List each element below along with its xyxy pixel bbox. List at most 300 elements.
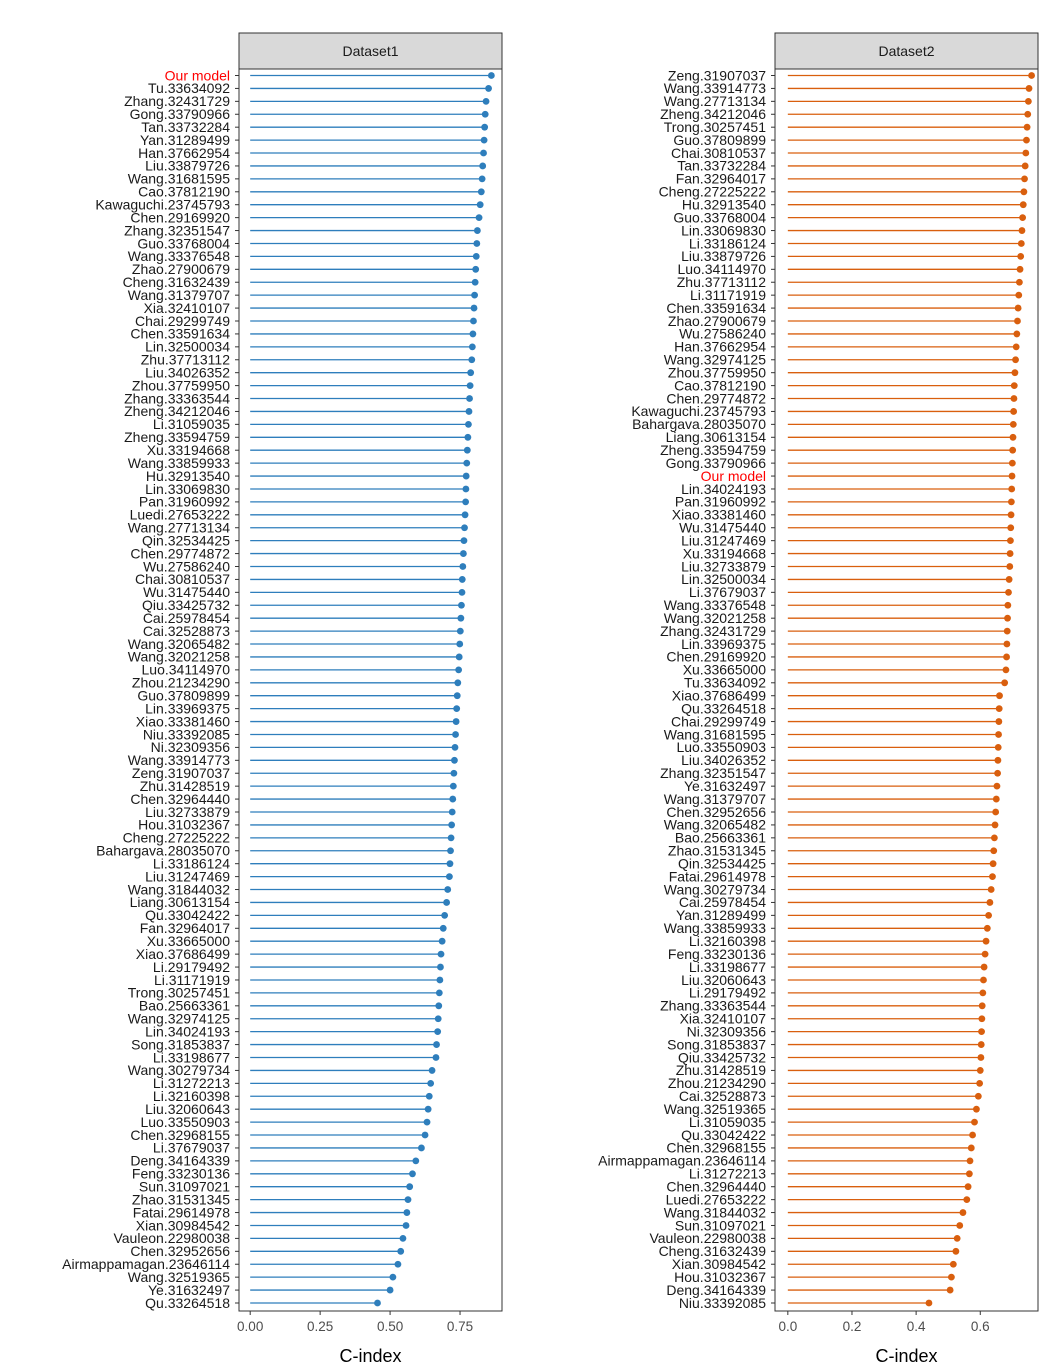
point-dataset1-bahargava-28035070	[447, 847, 454, 854]
point-dataset2-chai-29299749	[995, 718, 1002, 725]
point-dataset2-zeng-31907037	[1028, 72, 1035, 79]
category-label-dataset2-lin-32500034: Lin.32500034	[681, 571, 766, 588]
point-dataset2-zheng-33594759	[1009, 447, 1016, 454]
point-dataset2-cai-25978454	[986, 899, 993, 906]
point-dataset2-wang-32021258	[1004, 615, 1011, 622]
strip-title-dataset1: Dataset1	[342, 43, 399, 59]
category-label-dataset2-cheng-27225222: Cheng.27225222	[658, 183, 766, 200]
point-dataset2-wang-32519365	[973, 1106, 980, 1113]
point-dataset2-qiu-33425732	[978, 1054, 985, 1061]
category-label-dataset2-kawaguchi-23745793: Kawaguchi.23745793	[631, 403, 766, 420]
category-label-dataset1-wang-33859933: Wang.33859933	[127, 454, 230, 471]
point-dataset2-lin-32500034	[1006, 576, 1013, 583]
category-label-dataset2-our-model: Our model	[700, 467, 766, 484]
category-label-dataset2-trong-30257451: Trong.30257451	[663, 118, 766, 135]
point-dataset2-wu-27586240	[1013, 331, 1020, 338]
point-dataset1-li-37679037	[418, 1145, 425, 1152]
point-dataset1-sun-31097021	[406, 1183, 413, 1190]
point-dataset2-cheng-31632439	[952, 1248, 959, 1255]
category-label-dataset2-zhang-32351547: Zhang.32351547	[660, 765, 766, 782]
category-label-dataset2-li-29179492: Li.29179492	[688, 984, 766, 1001]
category-label-dataset2-cheng-31632439: Cheng.31632439	[658, 1243, 766, 1260]
point-dataset2-luedi-27653222	[963, 1196, 970, 1203]
category-label-dataset2-zheng-33594759: Zheng.33594759	[660, 442, 766, 459]
category-label-dataset1-luedi-27653222: Luedi.27653222	[129, 506, 230, 523]
category-label-dataset1-zhou-21234290: Zhou.21234290	[131, 674, 230, 691]
point-dataset2-kawaguchi-23745793	[1010, 408, 1017, 415]
category-label-dataset2-chai-30810537: Chai.30810537	[671, 144, 766, 161]
category-label-dataset2-chen-32952656: Chen.32952656	[666, 803, 766, 820]
category-label-dataset2-li-32160398: Li.32160398	[688, 933, 766, 950]
point-dataset1-xia-32410107	[471, 305, 478, 312]
point-dataset2-wang-33914773	[1026, 85, 1033, 92]
category-label-dataset1-cai-25978454: Cai.25978454	[142, 609, 230, 626]
point-dataset2-bahargava-28035070	[1010, 421, 1017, 428]
category-label-dataset2-cao-37812190: Cao.37812190	[674, 377, 766, 394]
category-label-dataset1-zhao-31531345: Zhao.31531345	[131, 1191, 230, 1208]
point-dataset1-xu-33665000	[439, 938, 446, 945]
point-dataset2-li-33198677	[981, 964, 988, 971]
category-label-dataset1-hou-31032367: Hou.31032367	[138, 816, 230, 833]
category-label-dataset1-zhou-37759950: Zhou.37759950	[131, 377, 230, 394]
point-dataset2-ye-31632497	[994, 783, 1001, 790]
point-dataset2-li-32160398	[983, 938, 990, 945]
point-dataset2-liu-31247469	[1007, 537, 1014, 544]
category-label-dataset2-wang-33914773: Wang.33914773	[663, 80, 766, 97]
x-tick-label-dataset1-0: 0.00	[237, 1319, 264, 1334]
category-label-dataset1-wang-32519365: Wang.32519365	[127, 1268, 230, 1285]
point-dataset2-chen-32968155	[968, 1145, 975, 1152]
point-dataset1-tu-33634092	[485, 85, 492, 92]
category-label-dataset1-wang-27713134: Wang.27713134	[127, 519, 230, 536]
point-dataset1-chen-29774872	[460, 550, 467, 557]
point-dataset2-zhao-27900679	[1014, 318, 1021, 325]
point-dataset1-kawaguchi-23745793	[477, 201, 484, 208]
point-dataset1-wang-32974125	[435, 1015, 442, 1022]
category-label-dataset2-wang-33376548: Wang.33376548	[663, 597, 766, 614]
point-dataset1-fatai-29614978	[403, 1209, 410, 1216]
x-tick-label-dataset2-1: 0.2	[842, 1319, 862, 1334]
category-label-dataset2-qu-33264518: Qu.33264518	[681, 700, 766, 717]
category-label-dataset2-qiu-33425732: Qiu.33425732	[678, 1049, 766, 1066]
category-label-dataset1-qin-32534425: Qin.32534425	[142, 532, 230, 549]
strip-title-dataset2: Dataset2	[878, 43, 935, 59]
point-dataset1-chai-29299749	[470, 318, 477, 325]
category-label-dataset2-wu-31475440: Wu.31475440	[679, 519, 766, 536]
point-dataset2-li-37679037	[1005, 589, 1012, 596]
category-label-dataset1-chai-30810537: Chai.30810537	[135, 571, 230, 588]
category-label-dataset2-ye-31632497: Ye.31632497	[683, 777, 766, 794]
point-dataset2-tu-33634092	[1001, 679, 1008, 686]
category-label-dataset1-wu-27586240: Wu.27586240	[143, 558, 230, 575]
category-label-dataset2-xiao-37686499: Xiao.37686499	[671, 687, 766, 704]
point-dataset2-xiao-33381460	[1008, 511, 1015, 518]
category-label-dataset2-niu-33392085: Niu.33392085	[678, 1294, 766, 1311]
category-label-dataset1-tu-33634092: Tu.33634092	[148, 80, 230, 97]
category-label-dataset1-zheng-33594759: Zheng.33594759	[124, 429, 230, 446]
category-label-dataset1-sun-31097021: Sun.31097021	[138, 1178, 230, 1195]
point-dataset1-cai-25978454	[457, 615, 464, 622]
point-dataset1-chen-32968155	[422, 1132, 429, 1139]
category-label-dataset1-wang-30279734: Wang.30279734	[127, 1062, 230, 1079]
category-label-dataset2-bahargava-28035070: Bahargava.28035070	[632, 416, 766, 433]
category-label-dataset2-chen-33591634: Chen.33591634	[666, 299, 766, 316]
category-label-dataset1-wu-31475440: Wu.31475440	[143, 584, 230, 601]
panel-dataset2	[598, 33, 1038, 1366]
category-label-dataset2-xian-30984542: Xian.30984542	[671, 1256, 766, 1273]
point-dataset2-li-29179492	[979, 989, 986, 996]
category-label-dataset1-cheng-27225222: Cheng.27225222	[122, 829, 230, 846]
point-dataset1-deng-34164339	[412, 1157, 419, 1164]
x-tick-label-dataset1-3: 0.75	[446, 1319, 474, 1334]
category-label-dataset1-wang-32974125: Wang.32974125	[127, 1010, 230, 1027]
category-label-dataset1-xiao-37686499: Xiao.37686499	[135, 945, 230, 962]
category-label-dataset1-chen-29169920: Chen.29169920	[130, 209, 230, 226]
point-dataset1-zhang-32351547	[474, 227, 481, 234]
point-dataset1-xian-30984542	[403, 1222, 410, 1229]
category-label-dataset1-chai-29299749: Chai.29299749	[135, 312, 230, 329]
x-tick-label-dataset2-0: 0.0	[778, 1319, 798, 1334]
category-label-dataset2-yan-31289499: Yan.31289499	[675, 907, 766, 924]
point-dataset2-xu-33194668	[1007, 550, 1014, 557]
category-label-dataset1-zhang-33363544: Zhang.33363544	[124, 390, 230, 407]
category-label-dataset1-chen-32952656: Chen.32952656	[130, 1243, 230, 1260]
category-label-dataset1-wang-32065482: Wang.32065482	[127, 635, 230, 652]
point-dataset2-zhou-21234290	[976, 1080, 983, 1087]
point-dataset2-lin-33969375	[1003, 641, 1010, 648]
point-dataset2-zhu-37713112	[1016, 279, 1023, 286]
category-label-dataset1-han-37662954: Han.37662954	[138, 144, 230, 161]
point-dataset1-wu-31475440	[459, 589, 466, 596]
category-label-dataset1-deng-34164339: Deng.34164339	[130, 1152, 230, 1169]
point-dataset1-wang-33859933	[463, 460, 470, 467]
point-dataset2-wang-27713134	[1025, 98, 1032, 105]
category-label-dataset1-ni-32309356: Ni.32309356	[150, 739, 230, 756]
category-label-dataset1-zhu-31428519: Zhu.31428519	[139, 777, 230, 794]
point-dataset1-liang-30613154	[443, 899, 450, 906]
category-label-dataset1-wang-31681595: Wang.31681595	[127, 170, 230, 187]
category-label-dataset2-guo-33768004: Guo.33768004	[673, 209, 766, 226]
point-dataset1-zhao-27900679	[472, 266, 479, 273]
point-dataset2-chen-32952656	[992, 809, 999, 816]
category-label-dataset1-li-31171919: Li.31171919	[153, 971, 230, 988]
point-dataset1-qu-33042422	[441, 912, 448, 919]
category-label-dataset2-wang-33859933: Wang.33859933	[663, 920, 766, 937]
category-label-dataset1-xiao-33381460: Xiao.33381460	[135, 713, 230, 730]
x-axis-title-dataset1: C-index	[339, 1346, 402, 1366]
point-dataset2-wang-32974125	[1012, 356, 1019, 363]
point-dataset2-wang-30279734	[988, 886, 995, 893]
category-label-dataset1-qu-33264518: Qu.33264518	[145, 1294, 230, 1311]
point-dataset1-hu-32913540	[463, 473, 470, 480]
point-dataset1-fan-32964017	[440, 925, 447, 932]
category-labels-dataset2	[598, 67, 775, 1311]
point-dataset1-wang-27713134	[461, 524, 468, 531]
category-label-dataset1-lin-33969375: Lin.33969375	[145, 700, 230, 717]
point-dataset2-xu-33665000	[1003, 666, 1010, 673]
x-axis-title-dataset2: C-index	[875, 1346, 938, 1366]
point-dataset2-sun-31097021	[956, 1222, 963, 1229]
point-dataset1-niu-33392085	[452, 731, 459, 738]
category-label-dataset2-liu-31247469: Liu.31247469	[681, 532, 766, 549]
point-dataset1-li-32160398	[426, 1093, 433, 1100]
point-dataset1-wang-33376548	[473, 253, 480, 260]
category-label-dataset2-deng-34164339: Deng.34164339	[666, 1281, 766, 1298]
x-tick-label-dataset2-3: 0.6	[970, 1319, 990, 1334]
category-label-dataset2-wang-31844032: Wang.31844032	[663, 1204, 766, 1221]
category-label-dataset2-zhou-21234290: Zhou.21234290	[667, 1075, 766, 1092]
point-dataset2-xiao-37686499	[996, 692, 1003, 699]
point-dataset2-deng-34164339	[947, 1287, 954, 1294]
point-dataset1-feng-33230136	[409, 1170, 416, 1177]
category-label-dataset2-lin-33069830: Lin.33069830	[681, 222, 766, 239]
panel-dataset1	[62, 33, 502, 1366]
point-dataset1-chai-30810537	[459, 576, 466, 583]
category-label-dataset2-chen-32964440: Chen.32964440	[666, 1178, 766, 1195]
category-label-dataset1-xu-33194668: Xu.33194668	[146, 442, 230, 459]
category-label-dataset2-han-37662954: Han.37662954	[674, 338, 766, 355]
category-label-dataset1-vauleon-22980038: Vauleon.22980038	[113, 1230, 230, 1247]
category-label-dataset2-zhang-33363544: Zhang.33363544	[660, 997, 766, 1014]
point-dataset1-li-33186124	[447, 860, 454, 867]
point-dataset2-lin-34024193	[1008, 486, 1015, 493]
category-label-dataset2-wang-30279734: Wang.30279734	[663, 881, 766, 898]
point-dataset2-wang-32065482	[992, 822, 999, 829]
category-label-dataset2-liu-32060643: Liu.32060643	[681, 971, 766, 988]
point-dataset2-li-31059035	[971, 1119, 978, 1126]
category-label-dataset2-cai-25978454: Cai.25978454	[678, 894, 766, 911]
category-label-dataset1-li-31272213: Li.31272213	[152, 1075, 230, 1092]
point-dataset1-chen-32964440	[449, 796, 456, 803]
point-dataset2-chen-33591634	[1015, 305, 1022, 312]
category-label-dataset2-cai-32528873: Cai.32528873	[678, 1088, 766, 1105]
point-dataset1-zhu-31428519	[450, 783, 457, 790]
point-dataset2-qin-32534425	[990, 860, 997, 867]
category-label-dataset1-guo-37809899: Guo.37809899	[137, 687, 230, 704]
point-dataset2-feng-33230136	[982, 951, 989, 958]
category-label-dataset2-qu-33042422: Qu.33042422	[681, 1126, 766, 1143]
point-dataset1-tan-33732284	[481, 124, 488, 131]
x-tick-label-dataset1-1: 0.25	[306, 1319, 334, 1334]
category-label-dataset1-guo-33768004: Guo.33768004	[137, 235, 230, 252]
point-dataset1-qiu-33425732	[458, 602, 465, 609]
category-label-dataset1-liang-30613154: Liang.30613154	[129, 894, 230, 911]
point-dataset2-chen-29774872	[1011, 395, 1018, 402]
point-dataset1-qu-33264518	[374, 1300, 381, 1307]
point-dataset2-ni-32309356	[978, 1028, 985, 1035]
point-dataset2-liu-33879726	[1017, 253, 1024, 260]
point-dataset2-li-31171919	[1015, 292, 1022, 299]
point-dataset1-lin-33069830	[463, 486, 470, 493]
category-label-dataset2-sun-31097021: Sun.31097021	[674, 1217, 766, 1234]
category-label-dataset2-xu-33194668: Xu.33194668	[682, 545, 766, 562]
point-dataset2-liu-32733879	[1006, 563, 1013, 570]
point-dataset2-liang-30613154	[1010, 434, 1017, 441]
category-label-dataset1-fan-32964017: Fan.32964017	[139, 920, 230, 937]
point-dataset1-lin-33969375	[453, 705, 460, 712]
category-label-dataset1-trong-30257451: Trong.30257451	[127, 984, 230, 1001]
category-label-dataset1-ye-31632497: Ye.31632497	[147, 1281, 230, 1298]
point-dataset2-wang-33376548	[1004, 602, 1011, 609]
category-label-dataset2-wang-32519365: Wang.32519365	[663, 1100, 766, 1117]
point-dataset1-chen-29169920	[476, 214, 483, 221]
point-dataset1-zheng-33594759	[464, 434, 471, 441]
category-label-dataset1-li-37679037: Li.37679037	[152, 1139, 230, 1156]
point-dataset1-luo-33550903	[424, 1119, 431, 1126]
point-dataset2-zhang-33363544	[979, 1002, 986, 1009]
category-label-dataset2-wang-32065482: Wang.32065482	[663, 816, 766, 833]
point-dataset1-zhao-31531345	[405, 1196, 412, 1203]
plot-area-dataset2	[775, 69, 1038, 1311]
point-dataset1-wang-32065482	[456, 641, 463, 648]
category-label-dataset2-zheng-34212046: Zheng.34212046	[660, 106, 766, 123]
point-dataset2-pan-31960992	[1008, 498, 1015, 505]
point-dataset1-wang-32021258	[456, 654, 463, 661]
category-label-dataset1-pan-31960992: Pan.31960992	[138, 493, 230, 510]
point-dataset1-wang-33914773	[451, 757, 458, 764]
category-label-dataset2-xiao-33381460: Xiao.33381460	[671, 506, 766, 523]
category-label-dataset2-liu-33879726: Liu.33879726	[681, 248, 766, 265]
category-label-dataset1-li-31059035: Li.31059035	[152, 416, 230, 433]
point-dataset2-niu-33392085	[926, 1300, 933, 1307]
category-label-dataset1-zhang-32431729: Zhang.32431729	[124, 93, 230, 110]
point-dataset1-cao-37812190	[478, 188, 485, 195]
point-dataset1-airmappamagan-23646114	[395, 1261, 402, 1268]
category-label-dataset1-qiu-33425732: Qiu.33425732	[142, 597, 230, 614]
point-dataset2-han-37662954	[1013, 343, 1020, 350]
category-label-dataset2-qin-32534425: Qin.32534425	[678, 855, 766, 872]
category-label-dataset1-niu-33392085: Niu.33392085	[142, 726, 230, 743]
category-label-dataset2-zhang-32431729: Zhang.32431729	[660, 622, 766, 639]
point-dataset2-qu-33264518	[996, 705, 1003, 712]
category-label-dataset1-our-model: Our model	[164, 67, 230, 84]
point-dataset2-our-model	[1009, 473, 1016, 480]
point-dataset2-wang-33859933	[984, 925, 991, 932]
point-dataset1-li-33198677	[433, 1054, 440, 1061]
category-label-dataset2-zhao-31531345: Zhao.31531345	[667, 842, 766, 859]
category-label-dataset2-wang-31379707: Wang.31379707	[663, 790, 766, 807]
point-dataset2-xia-32410107	[978, 1015, 985, 1022]
x-ticks-dataset2	[778, 1311, 989, 1334]
point-dataset1-luo-34114970	[455, 666, 462, 673]
category-label-dataset2-zhao-27900679: Zhao.27900679	[667, 312, 766, 329]
point-dataset1-liu-31247469	[446, 873, 453, 880]
point-dataset1-liu-34026352	[467, 369, 474, 376]
point-dataset1-bao-25663361	[435, 1002, 442, 1009]
point-dataset1-ye-31632497	[387, 1287, 394, 1294]
point-dataset2-guo-37809899	[1023, 137, 1030, 144]
point-dataset2-yan-31289499	[985, 912, 992, 919]
category-label-dataset2-wang-32021258: Wang.32021258	[663, 609, 766, 626]
x-tick-label-dataset2-2: 0.4	[906, 1319, 926, 1334]
category-label-dataset2-chai-29299749: Chai.29299749	[671, 713, 766, 730]
category-label-dataset1-fatai-29614978: Fatai.29614978	[132, 1204, 230, 1221]
point-dataset2-liu-34026352	[995, 757, 1002, 764]
category-label-dataset2-lin-33969375: Lin.33969375	[681, 635, 766, 652]
category-label-dataset1-airmappamagan-23646114: Airmappamagan.23646114	[62, 1256, 230, 1273]
point-dataset1-wang-31379707	[471, 292, 478, 299]
point-dataset2-airmappamagan-23646114	[967, 1157, 974, 1164]
category-label-dataset2-luedi-27653222: Luedi.27653222	[665, 1191, 766, 1208]
point-dataset2-song-31853837	[978, 1041, 985, 1048]
category-label-dataset2-hu-32913540: Hu.32913540	[681, 196, 766, 213]
point-dataset1-chen-33591634	[470, 331, 477, 338]
point-dataset1-gong-33790966	[482, 111, 489, 118]
category-label-dataset1-zhu-37713112: Zhu.37713112	[140, 351, 230, 368]
point-dataset1-qin-32534425	[461, 537, 468, 544]
category-label-dataset1-bahargava-28035070: Bahargava.28035070	[96, 842, 230, 859]
point-dataset1-wang-31681595	[479, 175, 486, 182]
point-dataset1-chen-32952656	[397, 1248, 404, 1255]
point-dataset1-song-31853837	[433, 1041, 440, 1048]
category-label-dataset2-vauleon-22980038: Vauleon.22980038	[649, 1230, 766, 1247]
point-dataset1-han-37662954	[480, 150, 487, 157]
category-label-dataset2-zhu-37713112: Zhu.37713112	[676, 274, 766, 291]
point-dataset1-our-model	[488, 72, 495, 79]
category-label-dataset2-luo-34114970: Luo.34114970	[677, 261, 766, 278]
point-dataset1-yan-31289499	[481, 137, 488, 144]
category-label-dataset2-wang-32974125: Wang.32974125	[663, 351, 766, 368]
point-dataset2-li-31272213	[966, 1170, 973, 1177]
category-label-dataset2-lin-34024193: Lin.34024193	[681, 480, 766, 497]
point-dataset1-zhou-21234290	[454, 679, 461, 686]
point-dataset2-fan-32964017	[1021, 175, 1028, 182]
category-label-dataset2-li-33198677: Li.33198677	[688, 958, 766, 975]
category-label-dataset2-zeng-31907037: Zeng.31907037	[667, 67, 766, 84]
category-label-dataset1-zhang-32351547: Zhang.32351547	[124, 222, 230, 239]
category-label-dataset1-wang-31379707: Wang.31379707	[127, 286, 230, 303]
point-dataset2-wang-31844032	[960, 1209, 967, 1216]
category-label-dataset2-chen-29169920: Chen.29169920	[666, 648, 766, 665]
category-label-dataset1-lin-34024193: Lin.34024193	[145, 1023, 230, 1040]
point-dataset2-gong-33790966	[1009, 460, 1016, 467]
category-label-dataset1-xia-32410107: Xia.32410107	[143, 299, 230, 316]
category-label-dataset1-yan-31289499: Yan.31289499	[139, 131, 230, 148]
point-dataset2-vauleon-22980038	[954, 1235, 961, 1242]
point-dataset2-zhang-32431729	[1004, 628, 1011, 635]
point-dataset1-xiao-33381460	[453, 718, 460, 725]
category-label-dataset1-liu-32733879: Liu.32733879	[145, 803, 230, 820]
point-dataset1-wang-31844032	[444, 886, 451, 893]
point-dataset2-cheng-27225222	[1020, 188, 1027, 195]
point-dataset1-vauleon-22980038	[400, 1235, 407, 1242]
point-dataset2-hou-31032367	[948, 1274, 955, 1281]
category-label-dataset1-xu-33665000: Xu.33665000	[146, 933, 230, 950]
point-dataset2-fatai-29614978	[989, 873, 996, 880]
category-label-dataset2-fan-32964017: Fan.32964017	[675, 170, 766, 187]
category-label-dataset2-pan-31960992: Pan.31960992	[674, 493, 766, 510]
category-label-dataset1-wang-33914773: Wang.33914773	[127, 752, 230, 769]
category-label-dataset1-cao-37812190: Cao.37812190	[138, 183, 230, 200]
category-label-dataset2-zhu-31428519: Zhu.31428519	[675, 1062, 766, 1079]
point-dataset2-trong-30257451	[1024, 124, 1031, 131]
category-label-dataset1-zheng-34212046: Zheng.34212046	[124, 403, 230, 420]
category-label-dataset2-luo-33550903: Luo.33550903	[676, 739, 766, 756]
category-label-dataset2-xu-33665000: Xu.33665000	[682, 661, 766, 678]
category-label-dataset2-feng-33230136: Feng.33230136	[667, 945, 766, 962]
category-label-dataset1-li-33198677: Li.33198677	[152, 1049, 230, 1066]
point-dataset2-zhao-31531345	[990, 847, 997, 854]
point-dataset2-lin-33069830	[1019, 227, 1026, 234]
point-dataset2-guo-33768004	[1019, 214, 1026, 221]
point-dataset2-hu-32913540	[1020, 201, 1027, 208]
point-dataset1-wang-32519365	[389, 1274, 396, 1281]
category-label-dataset2-wu-27586240: Wu.27586240	[679, 325, 766, 342]
point-dataset2-chen-29169920	[1003, 654, 1010, 661]
category-label-dataset1-chen-32964440: Chen.32964440	[130, 790, 230, 807]
point-dataset1-hou-31032367	[448, 822, 455, 829]
point-dataset1-lin-32500034	[469, 343, 476, 350]
